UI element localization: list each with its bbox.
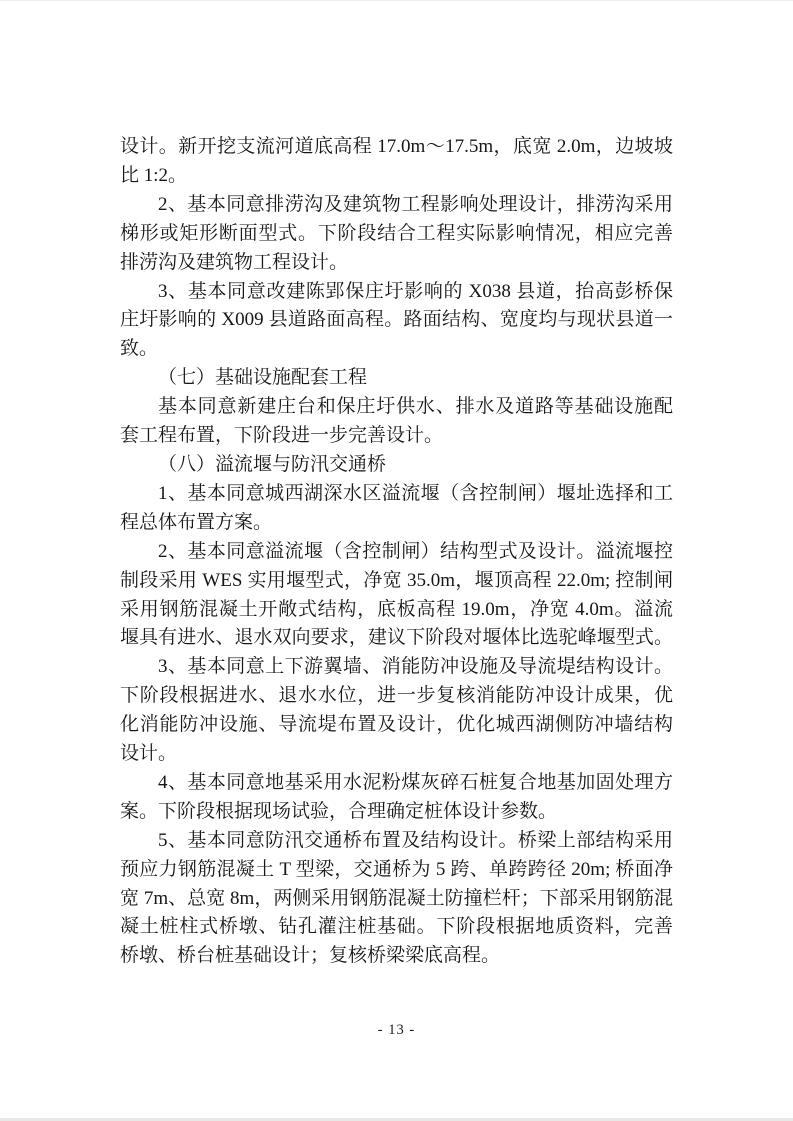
text-line: 制段采用 WES 实用堰型式，净宽 35.0m，堰顶高程 22.0m; 控制闸 [120, 569, 673, 591]
text-line: 化消能防冲设施、导流堤布置及设计，优化城西湖侧防冲墙结构 [120, 714, 673, 736]
text-line: 堰具有进水、退水双向要求，建议下阶段对堰体比选驼峰堰型式。 [120, 627, 673, 649]
text-line: 设计。 [120, 743, 178, 765]
text-line: 4、基本同意地基采用水泥粉煤灰碎石桩复合地基加固处理方 [158, 771, 673, 793]
text-line: 庄圩影响的 X009 县道路面高程。路面结构、宽度均与现状县道一 [120, 309, 673, 331]
text-line: 2、基本同意排涝沟及建筑物工程影响处理设计，排涝沟采用 [158, 193, 673, 215]
text-line: 排涝沟及建筑物工程设计。 [120, 251, 349, 273]
text-line: 套工程布置，下阶段进一步完善设计。 [120, 425, 444, 447]
text-line: 宽 7m、总宽 8m，两侧采用钢筋混凝土防撞栏杆；下部采用钢筋混 [120, 887, 673, 909]
text-line: 采用钢筋混凝土开敞式结构，底板高程 19.0m，净宽 4.0m。溢流 [120, 598, 673, 620]
text-line: 3、基本同意上下游翼墙、消能防冲设施及导流堤结构设计。 [158, 656, 673, 678]
text-line: 设计。新开挖支流河道底高程 17.0m～17.5m，底宽 2.0m，边坡坡 [120, 136, 673, 157]
section-heading: （七）基础设施配套工程 [158, 367, 368, 389]
text-line: 梯形或矩形断面型式。下阶段结合工程实际影响情况，相应完善 [120, 222, 673, 244]
page-number: - 13 - [377, 1022, 416, 1038]
text-line: 预应力钢筋混凝土 T 型梁，交通桥为 5 跨、单跨跨径 20m; 桥面净 [120, 858, 673, 880]
text-line: 3、基本同意改建陈郢保庄圩影响的 X038 县道，抬高彭桥保 [158, 280, 673, 302]
document-body [120, 133, 673, 971]
text-line: 凝土桩柱式桥墩、钻孔灌注桩基础。下阶段根据地质资料，完善 [120, 916, 673, 938]
text-line: 桥墩、桥台桩基础设计；复核桥梁梁底高程。 [120, 945, 501, 967]
text-line: 下阶段根据进水、退水水位，进一步复核消能防冲设计成果，优 [120, 685, 673, 707]
text-line: 2、基本同意溢流堰（含控制闸）结构型式及设计。溢流堰控 [158, 540, 673, 562]
section-heading: （八）溢流堰与防汛交通桥 [158, 453, 387, 475]
text-line: 案。下阶段根据现场试验，合理确定桩体设计参数。 [120, 800, 558, 822]
scan-edge-top [0, 0, 793, 1]
text-line: 基本同意新建庄台和保庄圩供水、排水及道路等基础设施配 [158, 396, 673, 418]
text-line: 程总体布置方案。 [120, 511, 273, 533]
text-line: 5、基本同意防汛交通桥布置及结构设计。桥梁上部结构采用 [158, 829, 673, 851]
text-line: 比 1:2。 [120, 164, 188, 186]
text-line: 致。 [120, 338, 159, 360]
text-line: 1、基本同意城西湖深水区溢流堰（含控制闸）堰址选择和工 [158, 482, 673, 504]
